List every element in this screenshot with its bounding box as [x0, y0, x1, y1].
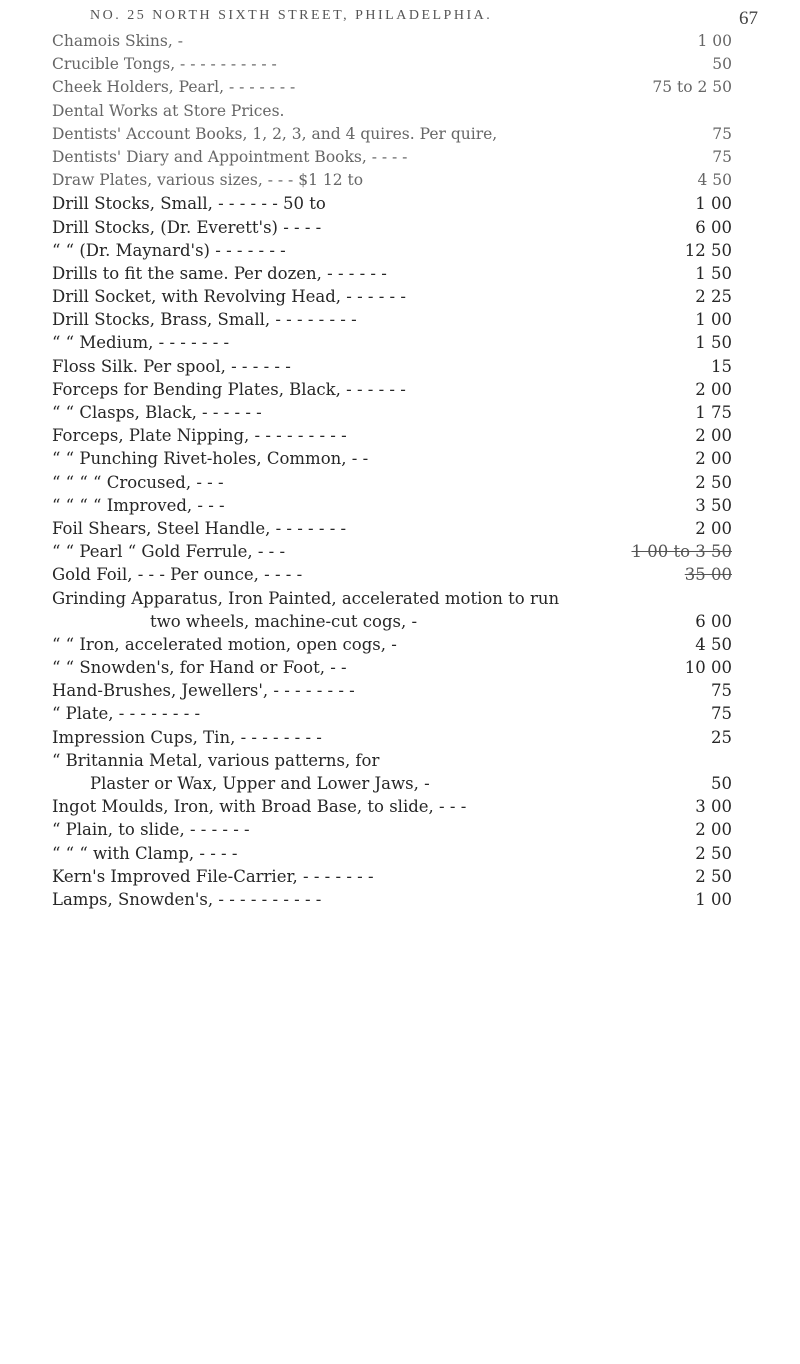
- item-label: “ “ (Dr. Maynard's) - - - - - - -: [52, 240, 286, 260]
- item-price: 1 75: [695, 403, 732, 422]
- item-price: 2 00: [695, 820, 732, 840]
- item-label: Drills to fit the same. Per dozen, - - - - - -: [52, 263, 387, 283]
- price-list-item: [0, 517, 800, 540]
- price-list-item: [0, 285, 800, 308]
- item-price: 1 00 to 3 50: [631, 542, 732, 562]
- item-label: Hand-Brushes, Jewellers', - - - - - - - -: [52, 681, 355, 701]
- price-list-item: [0, 192, 800, 215]
- price-list-item: [0, 818, 800, 841]
- item-price: 2 00: [695, 426, 732, 446]
- price-list-item: [0, 331, 800, 354]
- item-label: “ Plain, to slide, - - - - - -: [52, 820, 250, 840]
- item-label: Crucible Tongs, - - - - - - - - - -: [52, 55, 277, 74]
- price-list-item: [0, 633, 800, 656]
- price-list-item: [0, 30, 800, 53]
- price-list-item: [0, 146, 800, 169]
- price-list-item: [0, 169, 800, 192]
- price-list-item: [0, 702, 800, 725]
- item-price: 1 00: [695, 310, 732, 330]
- price-list-item: [0, 563, 800, 586]
- item-price: 2 50: [695, 843, 732, 863]
- item-price: 2 00: [695, 449, 732, 469]
- item-label: Gold Foil, - - - Per ounce, - - - -: [52, 565, 303, 585]
- item-price: 3 50: [695, 495, 732, 515]
- price-list: [0, 30, 800, 911]
- item-price: 50: [711, 774, 732, 793]
- price-list-item: [0, 447, 800, 470]
- item-label: “ “ Punching Rivet-holes, Common, - -: [52, 449, 369, 469]
- item-price: 2 25: [695, 287, 732, 307]
- running-title: NO. 25 NORTH SIXTH STREET, PHILADELPHIA.: [90, 8, 493, 23]
- item-label: Draw Plates, various sizes, - - - $1 12 to: [52, 171, 364, 190]
- item-price: 2 50: [695, 866, 732, 886]
- item-label: two wheels, machine-cut cogs, -: [150, 611, 418, 631]
- item-price: 1 00: [695, 194, 732, 214]
- item-price: 4 50: [697, 171, 732, 190]
- item-label: Impression Cups, Tin, - - - - - - - -: [52, 727, 322, 747]
- item-price: 25: [711, 727, 732, 747]
- price-list-item: [0, 123, 800, 146]
- item-price: 2 00: [695, 379, 732, 399]
- price-list-item: [0, 865, 800, 888]
- item-price: 75: [712, 147, 732, 166]
- item-label: Dentists' Account Books, 1, 2, 3, and 4 quires. Per quire,: [52, 124, 498, 143]
- item-label: “ Plate, - - - - - - - -: [52, 704, 201, 724]
- item-label: Foil Shears, Steel Handle, - - - - - - -: [52, 518, 347, 538]
- price-list-item: [0, 610, 800, 633]
- price-list-item: [0, 587, 800, 610]
- item-price: 4 50: [695, 634, 732, 654]
- price-list-item: [0, 656, 800, 679]
- item-price: 3 00: [695, 797, 732, 817]
- item-price: 2 00: [695, 518, 732, 538]
- item-label: “ “ Medium, - - - - - - -: [52, 333, 230, 353]
- item-price: 15: [711, 356, 732, 376]
- price-list-item: [0, 76, 800, 99]
- item-label: “ Britannia Metal, various patterns, for: [52, 750, 380, 770]
- price-list-item: [0, 494, 800, 517]
- item-price: 2 50: [695, 472, 732, 492]
- item-label: Grinding Apparatus, Iron Painted, accelerated motion to run: [52, 588, 560, 608]
- price-list-item: [0, 772, 800, 795]
- page-number: 67: [739, 8, 758, 29]
- price-list-item: [0, 216, 800, 239]
- price-list-item: [0, 262, 800, 285]
- item-label: “ “ Pearl “ Gold Ferrule, - - -: [52, 542, 286, 562]
- item-price: 1 50: [695, 263, 732, 283]
- item-price: 75: [711, 681, 732, 701]
- item-price: 35 00: [684, 565, 732, 585]
- item-label: Kern's Improved File-Carrier, - - - - - - -: [52, 866, 374, 886]
- price-list-item: [0, 100, 800, 123]
- item-label: Drill Stocks, Brass, Small, - - - - - - - -: [52, 310, 357, 330]
- item-label: Lamps, Snowden's, - - - - - - - - - -: [52, 889, 322, 909]
- item-price: 75 to 2 50: [652, 78, 732, 97]
- item-label: Chamois Skins, -: [52, 32, 183, 50]
- item-price: 1 00: [695, 889, 732, 909]
- price-list-item: [0, 888, 800, 911]
- item-price: 1 50: [695, 333, 732, 353]
- item-label: “ “ “ “ Crocused, - - -: [52, 472, 224, 492]
- price-list-item: [0, 401, 800, 424]
- price-list-item: [0, 424, 800, 447]
- price-list-item: [0, 471, 800, 494]
- price-list-item: [0, 795, 800, 818]
- price-list-item: [0, 726, 800, 749]
- item-label: Drill Socket, with Revolving Head, - - - - - -: [52, 287, 406, 307]
- item-label: Forceps, Plate Nipping, - - - - - - - - -: [52, 426, 347, 446]
- item-label: Dentists' Diary and Appointment Books, - - - -: [52, 147, 408, 166]
- price-list-item: [0, 378, 800, 401]
- price-list-item: [0, 308, 800, 331]
- item-price: 6 00: [695, 611, 732, 631]
- price-list-item: [0, 749, 800, 772]
- price-list-item: [0, 540, 800, 563]
- price-list-item: [0, 239, 800, 262]
- item-price: 75: [712, 124, 732, 143]
- item-label: “ “ Snowden's, for Hand or Foot, - -: [52, 658, 347, 678]
- item-label: Forceps for Bending Plates, Black, - - - - - -: [52, 379, 406, 399]
- item-price: 1 00: [697, 32, 732, 50]
- item-price: 6 00: [695, 217, 732, 237]
- item-price: 12 50: [684, 240, 732, 260]
- item-label: “ “ “ “ Improved, - - -: [52, 495, 225, 515]
- price-list-item: [0, 355, 800, 378]
- item-label: “ “ Clasps, Black, - - - - - -: [52, 403, 262, 422]
- item-label: Drill Stocks, (Dr. Everett's) - - - -: [52, 217, 322, 237]
- item-price: 75: [711, 704, 732, 724]
- item-label: Plaster or Wax, Upper and Lower Jaws, -: [90, 774, 430, 793]
- price-list-item: [0, 679, 800, 702]
- item-price: 10 00: [684, 658, 732, 678]
- price-list-item: [0, 842, 800, 865]
- item-label: “ “ “ with Clamp, - - - -: [52, 843, 238, 863]
- price-list-item: [0, 53, 800, 76]
- item-price: 50: [712, 55, 732, 74]
- item-label: Dental Works at Store Prices.: [52, 101, 285, 120]
- item-label: Drill Stocks, Small, - - - - - - 50 to: [52, 194, 326, 214]
- item-label: Cheek Holders, Pearl, - - - - - - -: [52, 78, 296, 97]
- item-label: Floss Silk. Per spool, - - - - - -: [52, 356, 291, 376]
- item-label: “ “ Iron, accelerated motion, open cogs, -: [52, 634, 397, 654]
- item-label: Ingot Moulds, Iron, with Broad Base, to slide, - - -: [52, 797, 467, 817]
